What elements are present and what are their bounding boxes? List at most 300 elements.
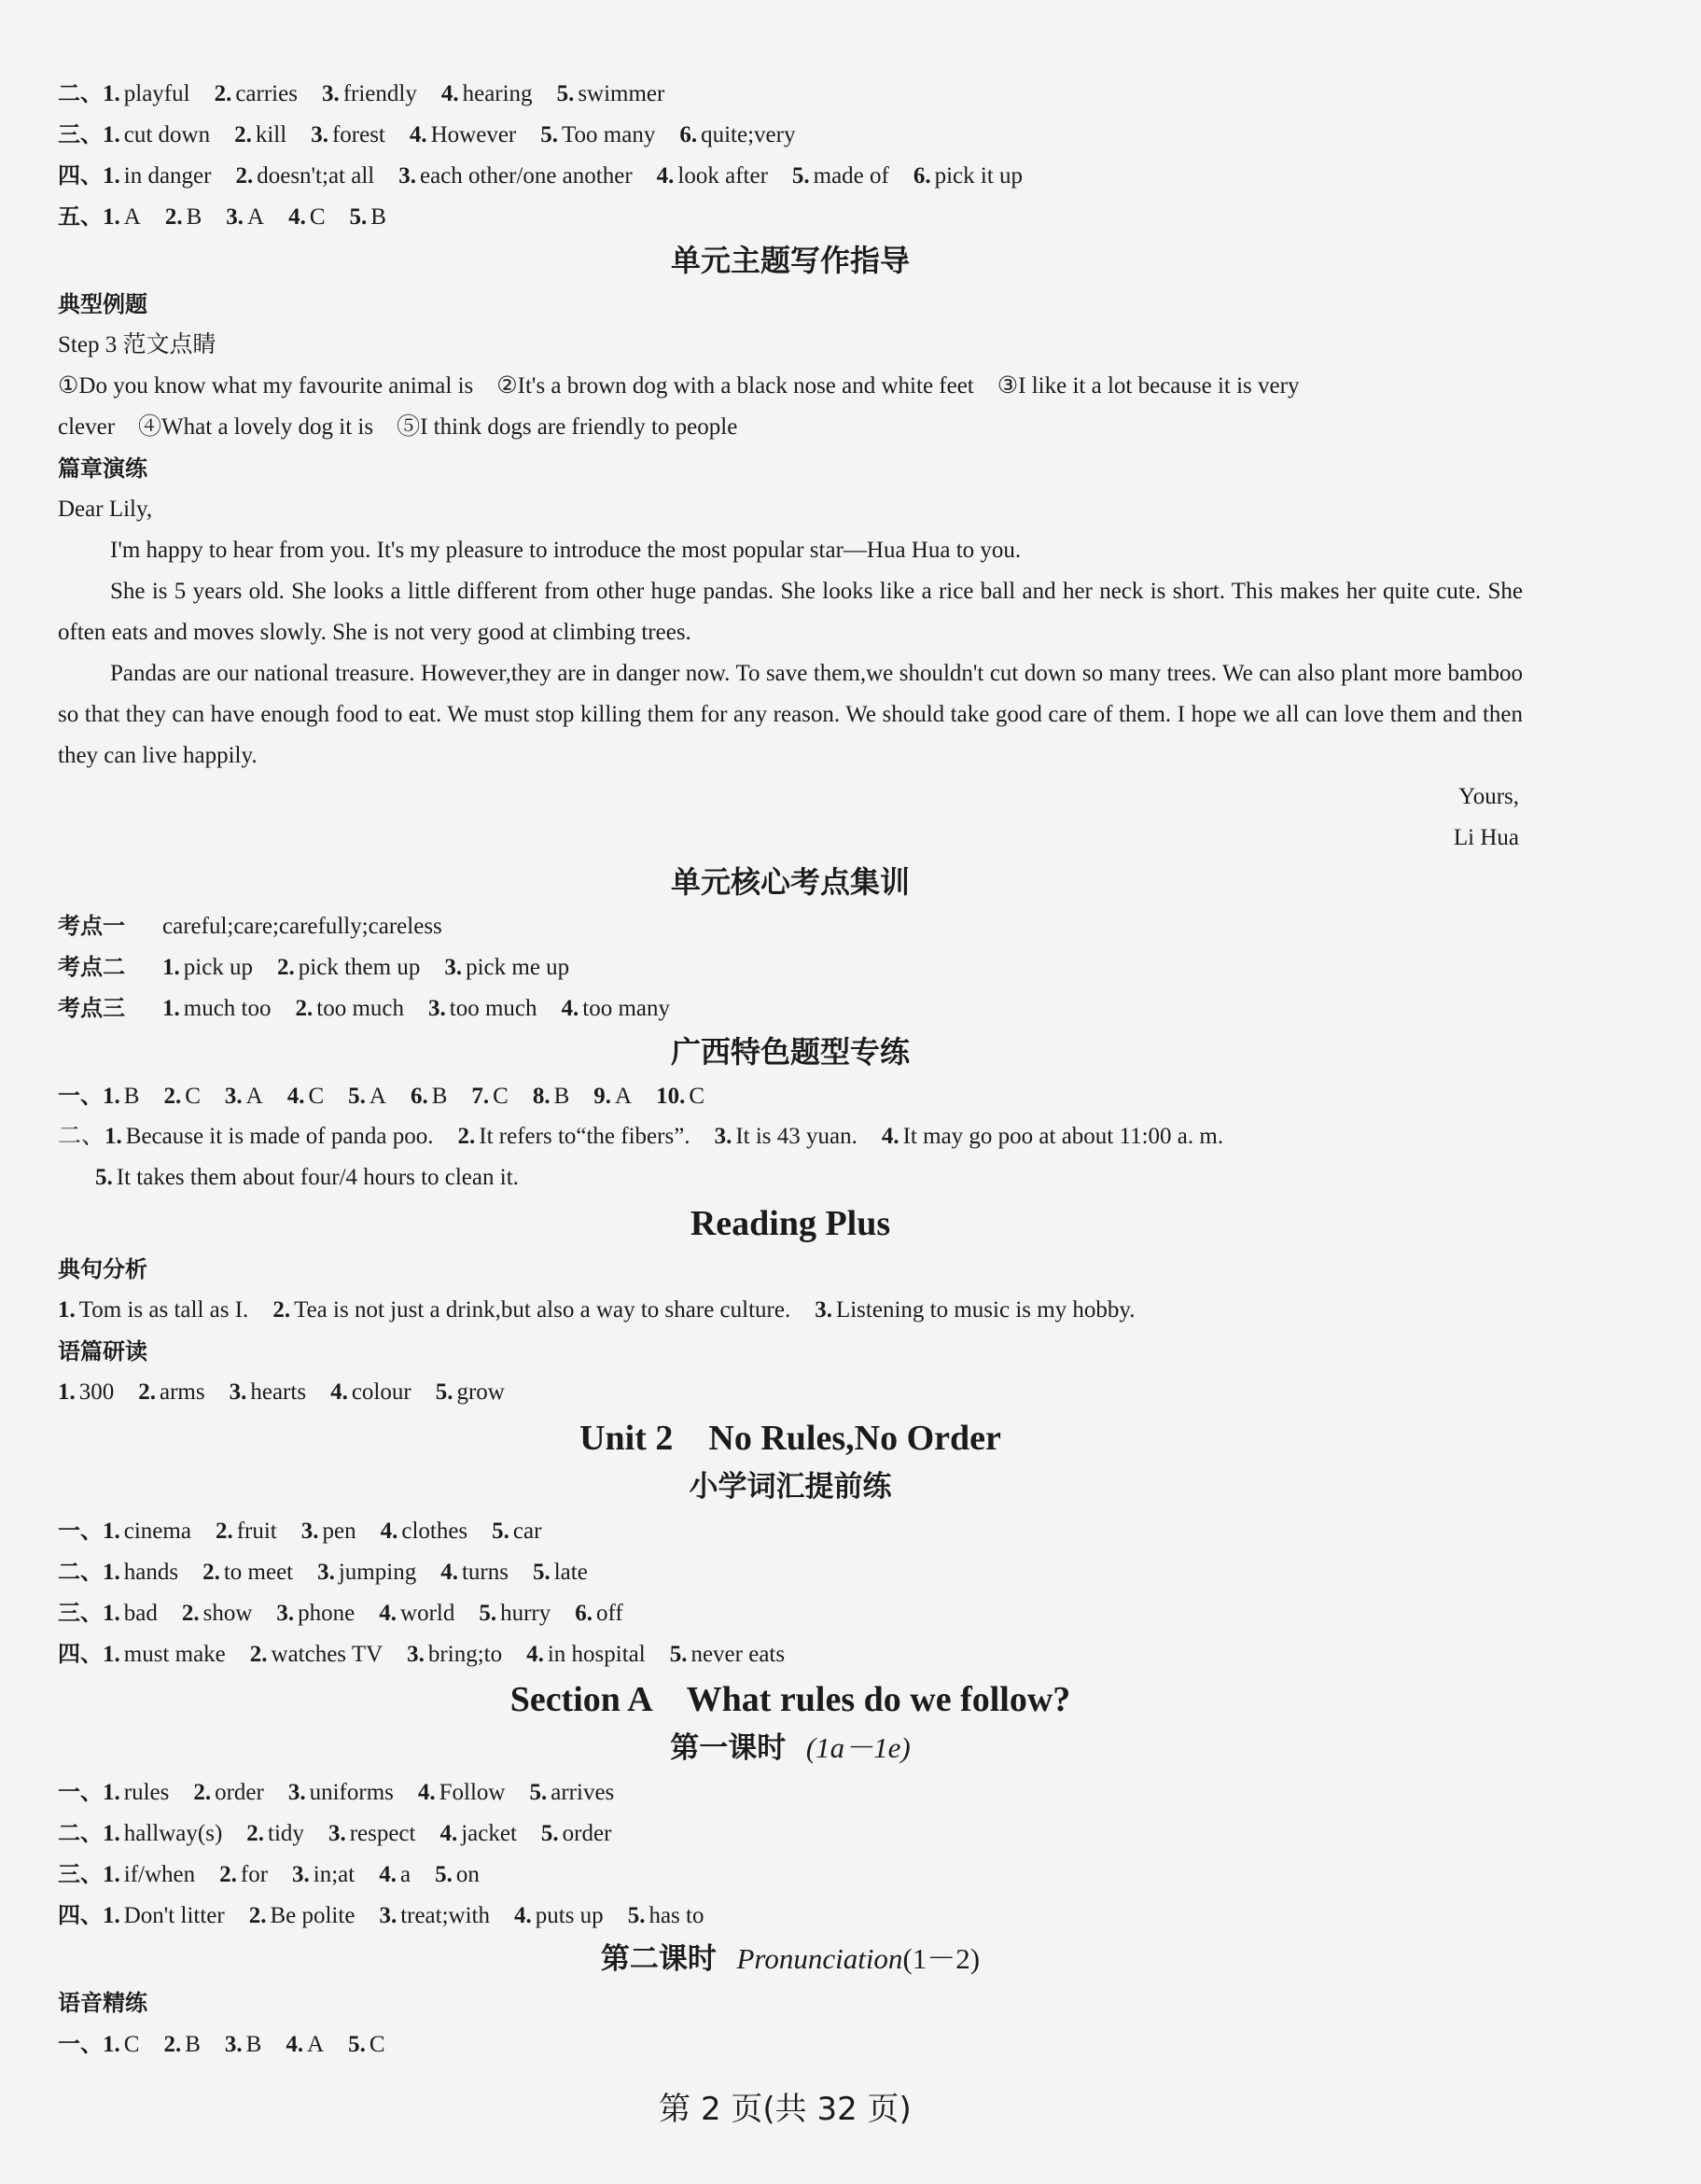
answer-number: 5 <box>540 122 552 147</box>
answer-dot: . <box>236 2032 243 2057</box>
answer-number: 1 <box>103 122 115 147</box>
answer-item <box>440 1560 509 1585</box>
answer-text: car <box>512 1519 542 1544</box>
row-prefix: 四、 <box>58 162 103 189</box>
answer-number: 3 <box>815 1297 827 1323</box>
answer-dot: . <box>284 1297 291 1323</box>
answer-text: pick up <box>183 955 254 980</box>
answer-number: 3 <box>292 1862 304 1887</box>
answer-item <box>249 1903 356 1928</box>
answer-dot: . <box>333 81 340 106</box>
answer-text: It may go poo at about 11:00 a. m. <box>902 1124 1224 1149</box>
page-footer: 第 2 页(共 32 页) <box>659 2091 912 2128</box>
answer-number: 5 <box>348 2032 360 2057</box>
kaodian-2 <box>58 946 1523 987</box>
passage-answers <box>58 1372 1523 1413</box>
unit2-heading: Unit 2 No Rules,No Order <box>579 1419 1001 1458</box>
answer-item <box>103 2032 139 2057</box>
answer-text: to meet <box>223 1560 294 1585</box>
row-prefix: 三、 <box>58 1600 103 1626</box>
answer-number: 5 <box>529 1780 541 1805</box>
answer-text: Listening to music is my hobby. <box>835 1297 1136 1323</box>
answer-dot: . <box>116 1124 122 1149</box>
answer-number: 5 <box>95 1165 107 1190</box>
answer-item <box>533 1084 569 1109</box>
answer-row <box>58 196 1523 237</box>
answer-number: 3 <box>317 1560 329 1585</box>
answer-item <box>418 1780 506 1805</box>
answer-text: C <box>689 1084 704 1109</box>
answer-item <box>58 1297 248 1323</box>
answer-item <box>815 1297 1135 1323</box>
answer-text: Tom is as tall as I. <box>78 1297 249 1323</box>
answer-number: 4 <box>656 163 669 189</box>
answer-text: A <box>247 204 265 230</box>
answer-text: too much <box>449 996 537 1021</box>
answer-number: 1 <box>103 1084 115 1109</box>
answer-number: 1 <box>103 81 115 106</box>
letter-paragraph-3: Pandas are our national treasure. However,they are in danger now. To save them,we shouldn't cut down so many trees. We can also plant more bamboo so that they can have enough food to eat. We must stop killing them for any reason. We should take good care of them. I hope we all can love them and then they can live happily. <box>58 661 1523 768</box>
answer-dot: . <box>214 1560 220 1585</box>
step-text-line2: clever ④What a lovely dog it is ⑤I think dogs are friendly to people <box>58 414 738 440</box>
answer-text: for <box>240 1862 269 1887</box>
answer-dot: . <box>639 1903 646 1928</box>
answer-text: in hospital <box>547 1642 646 1667</box>
answer-text: C <box>369 2032 385 2057</box>
answer-text: clothes <box>401 1519 468 1544</box>
answer-item <box>514 1903 604 1928</box>
answer-dot: . <box>288 955 295 980</box>
answer-dot: . <box>605 1084 611 1109</box>
answer-number: 3 <box>276 1601 288 1626</box>
answer-text: B <box>431 1084 448 1109</box>
answer-dot: . <box>114 1519 120 1544</box>
answer-text: too much <box>316 996 404 1021</box>
answer-dot: . <box>114 1642 120 1667</box>
answer-item <box>530 1780 615 1805</box>
answer-number: 1 <box>103 1642 115 1667</box>
answer-dot: . <box>287 1601 295 1626</box>
answer-item <box>234 122 286 147</box>
answer-item <box>471 1084 508 1109</box>
answer-text: turns <box>461 1560 509 1585</box>
answer-item <box>328 1821 416 1846</box>
answer-number: 4 <box>380 1519 393 1544</box>
answer-list <box>95 1165 543 1190</box>
lesson1-title: 第一课时 <box>670 1731 787 1765</box>
answer-dot: . <box>429 1780 436 1805</box>
answer-item <box>103 1903 225 1928</box>
answer-item <box>441 81 533 106</box>
answer-item <box>250 1642 383 1667</box>
answer-text: B <box>186 204 202 230</box>
guangxi-heading: 广西特色题型专练 <box>670 1034 910 1070</box>
answer-text: carries <box>235 81 298 106</box>
answer-number: 1 <box>103 163 115 189</box>
answer-text: friendly <box>342 81 417 106</box>
answer-dot: . <box>503 1519 509 1544</box>
answer-dot: . <box>176 204 183 230</box>
answer-text: quite;very <box>701 122 796 147</box>
answer-number: 1 <box>103 1519 115 1544</box>
answer-item <box>138 1379 204 1405</box>
answer-number: 3 <box>321 81 334 106</box>
answer-item <box>202 1560 293 1585</box>
answer-item <box>230 1379 306 1405</box>
answer-row <box>58 1551 1523 1592</box>
answer-item <box>165 204 202 230</box>
answer-text: arms <box>160 1379 205 1405</box>
answer-text: swimmer <box>578 81 665 106</box>
answer-item <box>103 1519 191 1544</box>
answer-number: 3 <box>407 1642 419 1667</box>
answer-number: 4 <box>439 1821 452 1846</box>
answer-item <box>628 1903 704 1928</box>
answer-list <box>58 1379 529 1405</box>
answer-row <box>58 1854 1523 1895</box>
answer-row <box>58 1633 1523 1674</box>
answer-text: in;at <box>313 1862 356 1887</box>
answer-number: 5 <box>479 1601 491 1626</box>
answer-item <box>657 163 768 189</box>
answer-number: 1 <box>103 1780 115 1805</box>
answer-item <box>348 1084 386 1109</box>
answer-item <box>882 1124 1223 1149</box>
answer-dot: . <box>690 122 698 147</box>
letter-signature: Li Hua <box>1453 825 1519 850</box>
answer-dot: . <box>490 1601 497 1626</box>
answer-number: 1 <box>103 204 115 230</box>
answer-text: respect <box>349 1821 416 1846</box>
answer-dot: . <box>453 81 459 106</box>
answer-number: 2 <box>272 1297 285 1323</box>
answer-item <box>219 1862 268 1887</box>
answer-number: 4 <box>881 1124 894 1149</box>
answer-dot: . <box>537 1642 544 1667</box>
answer-number: 3 <box>379 1903 391 1928</box>
answer-text: arrives <box>551 1780 615 1805</box>
row-prefix: 一、 <box>58 1779 103 1805</box>
answer-dot: . <box>446 1862 453 1887</box>
answer-number: 3 <box>398 163 411 189</box>
answer-text: made of <box>813 163 889 189</box>
answer-item <box>311 122 385 147</box>
kaodian-label: 考点二 <box>58 954 125 980</box>
answer-item <box>105 1124 434 1149</box>
passage-label: 语篇研读 <box>58 1338 147 1365</box>
answer-dot: . <box>568 81 575 106</box>
answer-item <box>670 1642 785 1667</box>
answer-number: 2 <box>202 1560 215 1585</box>
answer-item <box>216 1519 277 1544</box>
answer-number: 4 <box>330 1379 342 1405</box>
answer-row <box>58 1895 1523 1936</box>
answer-item <box>322 81 417 106</box>
core-heading: 单元核心考点集训 <box>670 864 910 900</box>
answer-number: 8 <box>532 1084 545 1109</box>
answer-dot: . <box>69 1379 76 1405</box>
answer-dot: . <box>573 996 579 1021</box>
row-prefix: 二、 <box>58 1820 103 1846</box>
answer-number: 5 <box>532 1560 545 1585</box>
answer-text: doesn't;at all <box>257 163 375 189</box>
answer-text: A <box>307 2032 325 2057</box>
answer-list <box>105 1124 1248 1149</box>
letter-paragraph-1: I'm happy to hear from you. It's my pleasure to introduce the most popular star—Hua Hua to you. <box>110 538 1022 563</box>
answer-dot: . <box>236 1084 243 1109</box>
answer-text: pick me up <box>466 955 570 980</box>
kaodian-3 <box>58 987 1523 1029</box>
answer-text: puts up <box>535 1903 604 1928</box>
answer-row <box>58 1771 1523 1813</box>
answer-dot: . <box>313 1519 319 1544</box>
answer-item <box>411 1084 447 1109</box>
answer-text: pick it up <box>934 163 1024 189</box>
answer-dot: . <box>204 1780 212 1805</box>
answer-dot: . <box>451 1821 458 1846</box>
answer-number: 4 <box>561 996 573 1021</box>
answer-number: 6 <box>575 1601 587 1626</box>
answer-text: playful <box>123 81 190 106</box>
answer-number: 2 <box>138 1379 150 1405</box>
answer-item <box>226 204 264 230</box>
answer-item <box>379 1862 411 1887</box>
answer-number: 3 <box>229 1379 242 1405</box>
answer-dot: . <box>541 1780 548 1805</box>
answer-dot: . <box>455 955 463 980</box>
answer-item <box>679 122 795 147</box>
answer-dot: . <box>114 2032 120 2057</box>
answer-number: 4 <box>417 1780 430 1805</box>
answer-text: late <box>553 1560 588 1585</box>
answer-item <box>435 1862 480 1887</box>
answer-text: never eats <box>690 1642 786 1667</box>
answer-text: fruit <box>236 1519 277 1544</box>
answer-dot: . <box>114 81 120 106</box>
answer-text: cinema <box>123 1519 191 1544</box>
answer-number: 3 <box>428 996 440 1021</box>
answer-text: look after <box>677 163 768 189</box>
answer-dot: . <box>726 1124 732 1149</box>
answer-text: must make <box>123 1642 226 1667</box>
answer-text: colour <box>351 1379 411 1405</box>
answer-number: 4 <box>409 122 422 147</box>
answer-item <box>103 1084 139 1109</box>
answer-dot: . <box>390 1903 397 1928</box>
answer-dot: . <box>226 81 232 106</box>
answer-item <box>562 996 671 1021</box>
answer-text: It refers to“the fibers”. <box>479 1124 690 1149</box>
phonetics-label: 语音精练 <box>58 1990 147 2016</box>
answer-dot: . <box>586 1601 593 1626</box>
answer-number: 5 <box>556 81 569 106</box>
answer-number: 3 <box>224 2032 237 2057</box>
answer-number: 3 <box>328 1821 341 1846</box>
answer-item <box>656 1084 704 1109</box>
answer-item <box>436 1379 505 1405</box>
answer-dot: . <box>303 1862 310 1887</box>
answer-text: kill <box>255 122 287 147</box>
answer-number: 1 <box>162 955 174 980</box>
answer-number: 2 <box>163 1084 175 1109</box>
kaodian-text: careful;care;carefully;careless <box>162 914 442 939</box>
answer-number: 7 <box>471 1084 483 1109</box>
answer-item <box>103 1601 158 1626</box>
answer-number: 6 <box>410 1084 423 1109</box>
answer-text: watches TV <box>271 1642 383 1667</box>
answer-number: 1 <box>103 1601 115 1626</box>
answer-item <box>225 1084 263 1109</box>
answer-text: rules <box>123 1780 170 1805</box>
lesson1-heading <box>58 1725 1523 1771</box>
answer-dot: . <box>893 1124 899 1149</box>
row-prefix: 二、 <box>58 80 103 106</box>
answer-dot: . <box>390 1601 397 1626</box>
answer-dot: . <box>392 1519 398 1544</box>
answer-dot: . <box>230 1862 237 1887</box>
answer-dot: . <box>114 163 120 189</box>
answer-text: Be polite <box>270 1903 356 1928</box>
answer-dot: . <box>193 1601 200 1626</box>
answer-row <box>58 114 1523 155</box>
answer-number: 5 <box>435 1862 447 1887</box>
guangxi-er-line1 <box>58 1116 1523 1157</box>
answer-item <box>492 1519 541 1544</box>
answer-number: 5 <box>435 1379 448 1405</box>
answer-number: 4 <box>288 204 300 230</box>
letter-closing: Yours, <box>1458 784 1519 809</box>
answer-text: It takes them about four/4 hours to clean it. <box>116 1165 519 1190</box>
answer-dot: . <box>245 122 252 147</box>
answer-text: in danger <box>123 163 212 189</box>
answer-number: 4 <box>514 1903 526 1928</box>
answer-item <box>286 2032 324 2057</box>
answer-number: 4 <box>286 1084 300 1109</box>
answer-dot: . <box>421 122 427 147</box>
answer-row <box>58 155 1523 196</box>
answer-number: 4 <box>379 1601 391 1626</box>
answer-dot: . <box>227 1519 233 1544</box>
answer-dot: . <box>359 1084 366 1109</box>
answer-number: 5 <box>349 204 361 230</box>
answer-dot: . <box>246 163 254 189</box>
answer-dot: . <box>69 1297 76 1323</box>
answer-item <box>557 81 665 106</box>
lesson1-range: (1a－1e) <box>805 1731 911 1764</box>
answer-text: Tea is not just a drink,but also a way to share culture. <box>294 1297 791 1323</box>
answer-dot: . <box>114 1780 120 1805</box>
answer-number: 4 <box>286 2032 298 2057</box>
answer-dot: . <box>114 1560 120 1585</box>
answer-dot: . <box>422 1084 428 1109</box>
answer-text: B <box>553 1084 570 1109</box>
answer-dot: . <box>361 204 368 230</box>
guangxi-er-line2 <box>58 1157 1523 1198</box>
answer-dot: . <box>114 1903 120 1928</box>
answer-item <box>215 81 298 106</box>
answer-text: hallway(s) <box>123 1821 223 1846</box>
answer-text: phone <box>298 1601 356 1626</box>
answer-number: 3 <box>714 1124 727 1149</box>
answer-text: A <box>615 1084 633 1109</box>
answer-text: pen <box>322 1519 356 1544</box>
answer-dot: . <box>307 996 314 1021</box>
answer-dot: . <box>452 1560 458 1585</box>
answer-dot: . <box>482 1084 490 1109</box>
answer-dot: . <box>260 1903 267 1928</box>
answer-item <box>277 955 420 980</box>
answer-item <box>276 1601 355 1626</box>
answer-item <box>398 163 632 189</box>
answer-number: 4 <box>526 1642 538 1667</box>
answer-number: 4 <box>440 81 453 106</box>
answer-number: 5 <box>348 1084 360 1109</box>
answer-number: 2 <box>457 1124 470 1149</box>
row-prefix: 四、 <box>58 1641 103 1667</box>
answer-text: order <box>562 1821 612 1846</box>
answer-number: 5 <box>791 163 804 189</box>
answer-item <box>348 2032 384 2057</box>
answer-item <box>533 1560 588 1585</box>
answer-item <box>439 1821 516 1846</box>
answer-row <box>58 73 1523 114</box>
answer-text: show <box>202 1601 253 1626</box>
answer-item <box>58 1379 114 1405</box>
answer-item <box>379 1601 454 1626</box>
answer-number: 10 <box>656 1084 680 1109</box>
answer-text: pick them up <box>298 955 421 980</box>
answer-number: 1 <box>103 1560 115 1585</box>
answer-item <box>317 1560 416 1585</box>
step-text-line1: ①Do you know what my favourite animal is ②It's a brown dog with a black nose and white feet ③I like it a lot because it is very <box>58 373 1300 399</box>
answer-number: 2 <box>295 996 307 1021</box>
answer-item <box>350 204 386 230</box>
answer-item <box>296 996 405 1021</box>
answer-number: 5 <box>627 1903 640 1928</box>
answer-number: 3 <box>444 955 456 980</box>
answer-item <box>540 122 655 147</box>
answer-number: 1 <box>58 1379 70 1405</box>
answer-dot: . <box>469 1124 476 1149</box>
answer-item <box>428 996 537 1021</box>
answer-dot: . <box>299 1084 305 1109</box>
answer-text: hands <box>123 1560 179 1585</box>
answer-item <box>479 1601 551 1626</box>
answer-item <box>292 1862 355 1887</box>
kaodian-label: 考点一 <box>58 913 125 939</box>
answer-dot: . <box>410 163 416 189</box>
answer-dot: . <box>322 122 328 147</box>
row-prefix: 一、 <box>58 2031 103 2057</box>
row-prefix: 四、 <box>58 1902 103 1928</box>
answer-text: Don't litter <box>123 1903 225 1928</box>
answer-item <box>103 81 190 106</box>
answer-number: 1 <box>105 1124 117 1149</box>
answer-item <box>235 163 374 189</box>
answer-text: jumping <box>338 1560 417 1585</box>
answer-dot: . <box>925 163 931 189</box>
answer-text: treat;with <box>400 1903 490 1928</box>
answer-dot: . <box>390 1862 397 1887</box>
answer-number: 3 <box>224 1084 237 1109</box>
answer-item <box>182 1601 253 1626</box>
answer-dot: . <box>447 1379 453 1405</box>
answer-item <box>162 996 272 1021</box>
answer-text: Because it is made of panda poo. <box>125 1124 434 1149</box>
answer-row <box>58 2023 1523 2065</box>
answer-text: if/when <box>123 1862 196 1887</box>
answer-text: world <box>400 1601 455 1626</box>
